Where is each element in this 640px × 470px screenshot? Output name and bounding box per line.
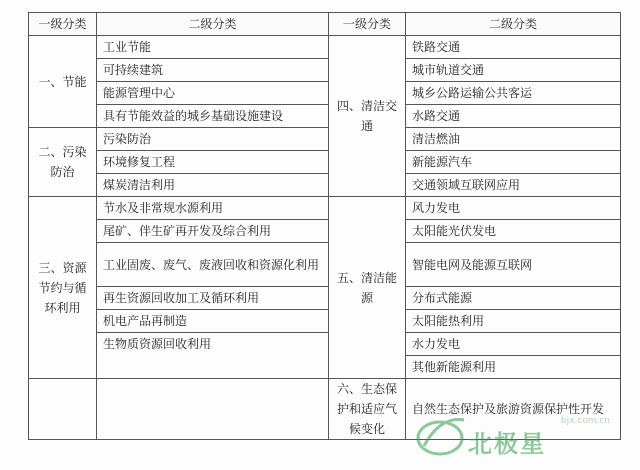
- table-row: [29, 287, 621, 310]
- subcategory-item: 城市轨道交通: [406, 59, 621, 82]
- table-row: [29, 105, 621, 128]
- subcategory-item: 水路交通: [406, 105, 621, 128]
- subcategory-item: 节水及非常规水源利用: [97, 197, 329, 220]
- subcategory-item: 自然生态保护及旅游资源保护性开发: [406, 379, 621, 440]
- subcategory-item: 可持续建筑: [97, 59, 329, 82]
- subcategory-item: 铁路交通: [406, 36, 621, 59]
- table-row: [29, 151, 621, 174]
- subcategory-item: 工业固废、废气、废液回收和资源化利用: [97, 243, 329, 287]
- watermark-text: 北极星: [468, 430, 546, 458]
- header-level2-left: 二级分类: [97, 13, 329, 36]
- subcategory-item: 再生资源回收加工及循环利用: [97, 287, 329, 310]
- table-row: [29, 243, 621, 287]
- subcategory-item: 尾矿、伴生矿再开发及综合利用: [97, 220, 329, 243]
- table-row: [29, 310, 621, 333]
- watermark-url: bjx.com.cn: [560, 416, 610, 426]
- subcategory-item: 城乡公路运输公共客运: [406, 82, 621, 105]
- subcategory-item: 其他新能源利用: [406, 356, 621, 379]
- header-row: [29, 13, 621, 36]
- subcategory-item: 机电产品再制造: [97, 310, 329, 333]
- table-row: [29, 82, 621, 105]
- subcategory-item: 环境修复工程: [97, 151, 329, 174]
- header-level1-left: 一级分类: [29, 13, 97, 36]
- table-row: [29, 197, 621, 220]
- subcategory-item: 智能电网及能源互联网: [406, 243, 621, 287]
- subcategory-item: 交通领域互联网应用: [406, 174, 621, 197]
- subcategory-item: 新能源汽车: [406, 151, 621, 174]
- table-row: [29, 36, 621, 59]
- table-row: [29, 333, 621, 356]
- category-energy-saving: 一、节能: [29, 36, 97, 128]
- subcategory-item: 具有节能效益的城乡基础设施建设: [97, 105, 329, 128]
- subcategory-item: 生物质资源回收利用: [97, 333, 329, 379]
- category-clean-energy: 五、清洁能源: [329, 197, 406, 379]
- subcategory-item: 工业节能: [97, 36, 329, 59]
- header-level1-right: 一级分类: [329, 13, 406, 36]
- subcategory-item: 太阳能热利用: [406, 310, 621, 333]
- classification-table: [28, 12, 621, 440]
- category-pollution-prevention: 二、污染防治: [29, 128, 97, 197]
- table-row: [29, 128, 621, 151]
- category-clean-transport: 四、清洁交通: [329, 36, 406, 197]
- subcategory-item: 风力发电: [406, 197, 621, 220]
- subcategory-item: 太阳能光伏发电: [406, 220, 621, 243]
- empty-cell: [29, 379, 97, 440]
- table-row: [29, 220, 621, 243]
- empty-cell: [97, 379, 329, 440]
- header-level2-right: 二级分类: [406, 13, 621, 36]
- category-resource-recycling: 三、资源节约与循环利用: [29, 197, 97, 379]
- category-ecological-protection: 六、生态保护和适应气候变化: [329, 379, 406, 440]
- subcategory-item: 污染防治: [97, 128, 329, 151]
- subcategory-item: 清洁燃油: [406, 128, 621, 151]
- table-row: [29, 174, 621, 197]
- subcategory-item: 分布式能源: [406, 287, 621, 310]
- table-row: [29, 379, 621, 440]
- subcategory-item: 水力发电: [406, 333, 621, 356]
- table-row: [29, 59, 621, 82]
- subcategory-item: 能源管理中心: [97, 82, 329, 105]
- subcategory-item: 煤炭清洁利用: [97, 174, 329, 197]
